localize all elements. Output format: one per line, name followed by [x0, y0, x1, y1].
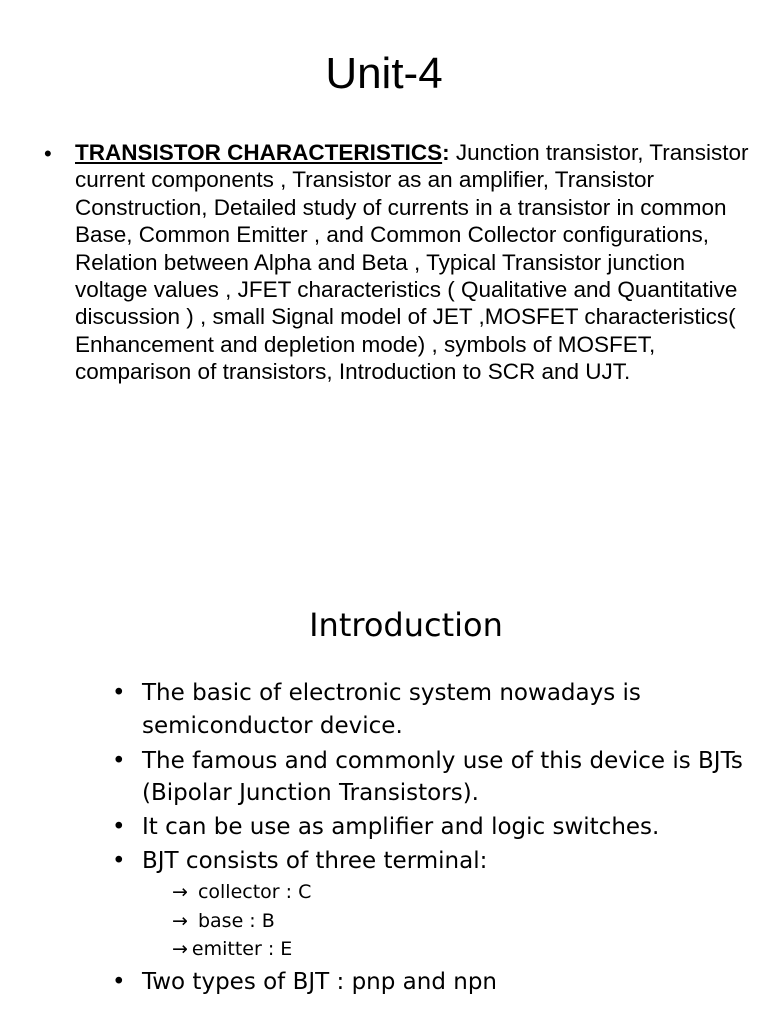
- sub-item-collector: [112, 878, 752, 907]
- arrow-right-icon: →: [172, 909, 188, 932]
- arrow-right-icon: →: [172, 938, 188, 960]
- list-item-continuation: (Bipolar Junction Transistors).: [142, 780, 479, 806]
- list-item: • Two types of BJT : pnp and npn: [112, 966, 752, 999]
- heading-colon: :: [442, 140, 450, 165]
- sub-item-label: emitter : E: [191, 938, 293, 960]
- sub-item-emitter: [112, 935, 752, 964]
- slide-title: Unit-4: [325, 49, 443, 98]
- section-heading: TRANSISTOR CHARACTERISTICS: [75, 140, 443, 165]
- slide-introduction: [0, 560, 768, 1024]
- sub-item-label: base : B: [191, 909, 275, 932]
- list-item: • The basic of electronic system nowadays is semiconductor device.: [112, 677, 752, 743]
- list-item: • The famous and commonly use of this device is BJTs: [112, 747, 752, 775]
- syllabus-paragraph: [75, 139, 755, 386]
- sub-item-base: [112, 907, 752, 936]
- bullet-marker: •: [44, 141, 52, 166]
- arrow-right-icon: →: [172, 881, 188, 903]
- list-item: • BJT consists of three terminal:: [112, 845, 752, 878]
- slide-title: Introduction: [309, 606, 503, 644]
- bullet-list: [112, 677, 752, 999]
- syllabus-text: Junction transistor, Transistor current components , Transistor as an amplifier, Transistor Construction, Detailed study of currents in a transistor in common Base, Common Emitter , and Common Collector configurations, Relation between Alpha and Beta , Typical Transistor junction voltage values , JFET characteristics ( Qualitative and Quantitative discussion ) , small Signal model of JET ,MOSFET characteristics( Enhancement and depletion mode) , symbols of MOSFET, comparison of transistors, Introduction to SCR and UJT.: [75, 140, 749, 385]
- list-item: • It can be use as amplifier and logic switches.: [112, 811, 752, 844]
- sub-item-label: collector : C: [191, 881, 312, 903]
